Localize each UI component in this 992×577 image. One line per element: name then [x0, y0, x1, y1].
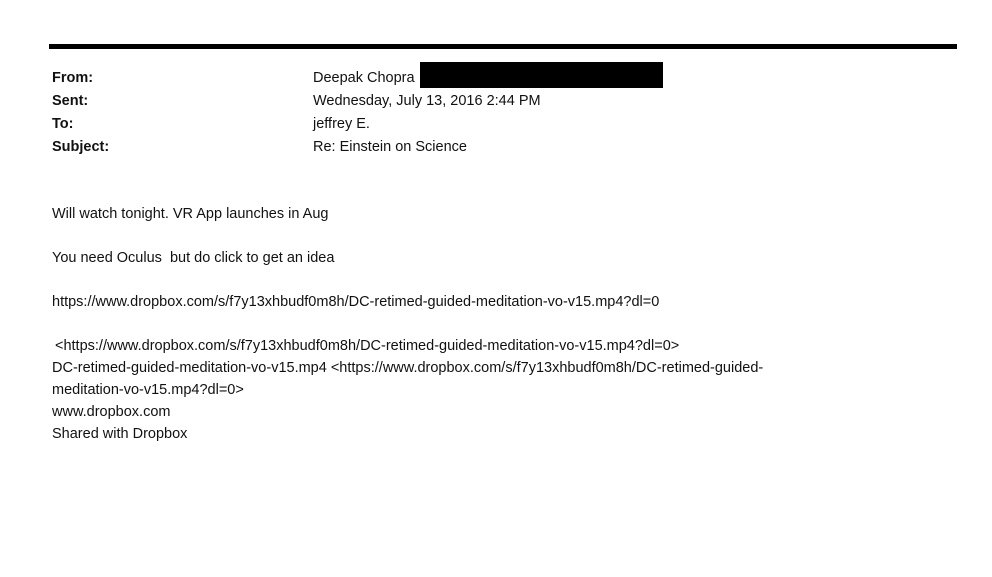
- to-row: [52, 113, 932, 136]
- email-header: [52, 67, 932, 159]
- shared-with-dropbox: Shared with Dropbox: [52, 426, 188, 442]
- dropbox-file-link[interactable]: DC-retimed-guided-meditation-vo-v15.mp4 <https://www.dropbox.com/s/f7y13xhbudf0m8h/DC-retimed-guided-: [52, 360, 764, 376]
- body-line: You need Oculus but do click to get an idea: [52, 250, 335, 266]
- to-value: jeffrey E.: [313, 116, 370, 132]
- dropbox-file-link-continued[interactable]: meditation-vo-v15.mp4?dl=0>: [52, 382, 244, 398]
- subject-label: Subject:: [52, 139, 110, 155]
- from-value-container: [313, 67, 663, 90]
- from-value: Deepak Chopra: [313, 70, 415, 86]
- paragraph-gap: [52, 225, 952, 247]
- sent-row: [52, 90, 932, 113]
- from-label: From:: [52, 70, 94, 86]
- redaction-block: [420, 62, 663, 88]
- paragraph-gap: [52, 313, 952, 335]
- dropbox-link-bracketed[interactable]: <https://www.dropbox.com/s/f7y13xhbudf0m8h/DC-retimed-guided-meditation-vo-v15.mp4?dl=0>: [55, 338, 680, 354]
- sent-value: Wednesday, July 13, 2016 2:44 PM: [313, 93, 541, 109]
- header-divider: [49, 44, 957, 49]
- from-row: [52, 67, 932, 90]
- paragraph-gap: [52, 269, 952, 291]
- email-body: [52, 203, 952, 445]
- subject-value: Re: Einstein on Science: [313, 139, 467, 155]
- sent-label: Sent:: [52, 93, 89, 109]
- subject-row: [52, 136, 932, 159]
- body-line: Will watch tonight. VR App launches in Aug: [52, 206, 329, 222]
- dropbox-site-link[interactable]: www.dropbox.com: [52, 404, 171, 420]
- dropbox-link[interactable]: https://www.dropbox.com/s/f7y13xhbudf0m8h/DC-retimed-guided-meditation-vo-v15.mp4?dl=0: [52, 294, 660, 310]
- to-label: To:: [52, 116, 74, 132]
